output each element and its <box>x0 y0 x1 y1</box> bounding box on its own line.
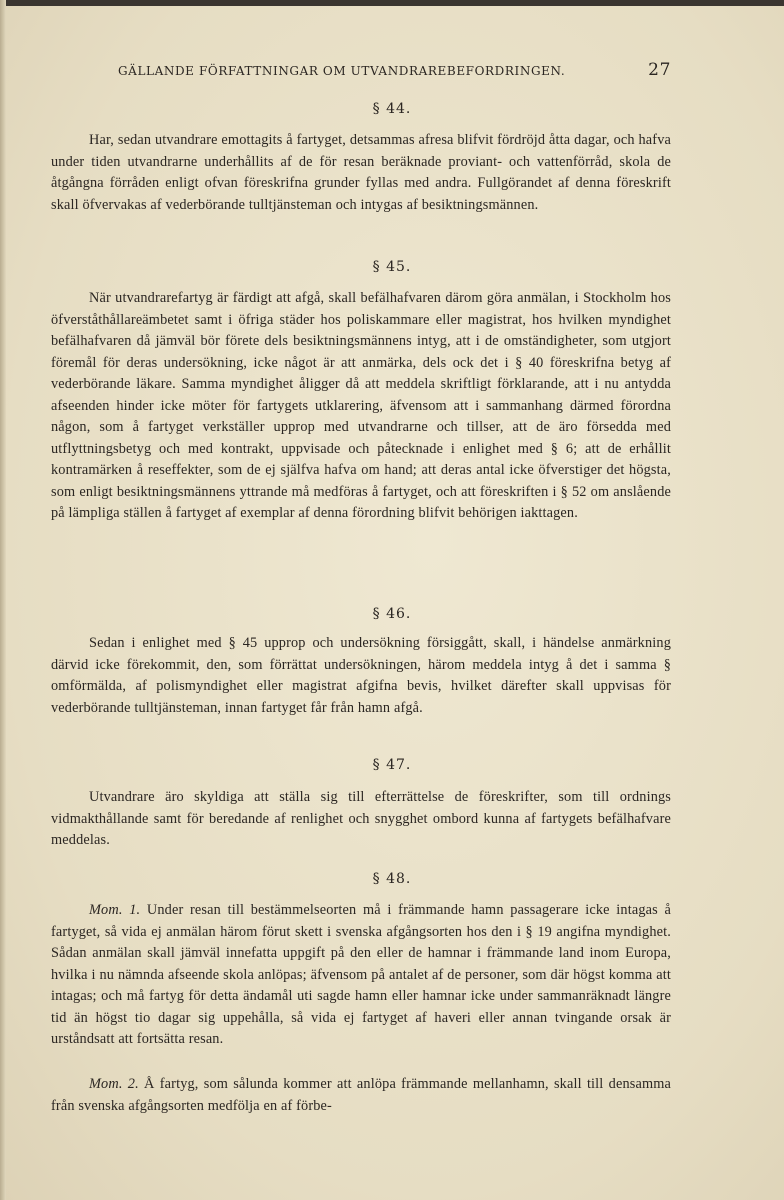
paragraph-48-mom-2 <box>51 1074 671 1117</box>
section-heading-45: § 45. <box>372 259 412 275</box>
mom-1-label: Mom. 1. <box>89 902 141 918</box>
mom-2-text: Å fartyg, som sålunda kommer att anlöpa främmande mellanhamn, skall till densamma från svenska afgångsorten medfölja en af förbe- <box>51 1076 671 1114</box>
paragraph-45: När utvandrarefartyg är färdigt att afgå, skall befälhafvaren därom göra anmälan, i Stockholm hos öfverståthållareämbetet samt i öfriga städer hos poliskammare eller magistrat, hos hvilken myndighet befälhafvaren då jämväl bör förete dels besiktningsmännens intyg, att i de omständigheter, som utgjort föremål för deras undersökning, icke något är att anmärka, dels ock det i § 40 föreskrifna betyg af vederbörande läkare. Samma myndighet åligger då att meddela skriftligt förklarande, att i nu antydda afseenden hinder icke möter för fartygets utklarering, äfvensom att i sammanhang därmed förordna någon, som å fartyget verkställer upprop med utvandrarne och tillser, att de äro försedda med utflyttningsbetyg och med kontrakt, uppvisade och påtecknade i enlighet med § 6; att de erhållit kontramärken å reseffekter, som de ej själfva hafva om hand; att deras antal icke öfverstiger det högsta, som enligt besiktningsmännens yttrande må medföras å fartyget, och att föreskriften i § 52 om anslående på lämpliga ställen å fartyget af exemplar af denna förordning blifvit behörigen iakttagen. <box>51 290 671 521</box>
paragraph-47: Utvandrare äro skyldiga att ställa sig till efterrättelse de föreskrifter, som till ordnings vidmakthållande samt för beredande af renlighet och snygghet ombord kunna af fartygets befälhafvare meddelas. <box>51 789 671 848</box>
section-heading-46: § 46. <box>372 606 412 622</box>
scan-top-edge <box>0 0 784 6</box>
page-number: 27 <box>648 60 671 80</box>
section-heading-47: § 47. <box>372 757 412 773</box>
paragraph-44: Har, sedan utvandrare emottagits å fartyget, detsammas afresa blifvit fördröjd åtta dagar, och hafva under tiden utvandrarne underhållits af de för resan beräknade proviant- och vattenförråd, skola de åtgångna förråden enligt ofvan föreskrifna grunder fyllas med andra. Fullgörandet af denna föreskrift skall öfvervakas af vederbörande tulltjänsteman och intygas af besiktningsmännen. <box>51 132 671 213</box>
page-header <box>118 60 673 82</box>
section-heading-44: § 44. <box>372 101 412 117</box>
paragraph-46: Sedan i enlighet med § 45 upprop och undersökning försiggått, skall, i händelse anmärkning därvid icke förekommit, den, som förrättat undersökningen, härom meddela intyg å det i samma § omförmälda, af polismyndighet eller magistrat afgifna bevis, hvilket därefter skall uppvisas för vederbörande tulltjänsteman, innan fartyget får från hamn afgå. <box>51 635 671 716</box>
scan-binding-edge <box>0 0 6 1200</box>
paragraph-48-mom-1 <box>51 900 671 1051</box>
section-heading-48: § 48. <box>372 871 412 887</box>
running-title: GÄLLANDE FÖRFATTNINGAR OM UTVANDRAREBEFORDRINGEN. <box>118 64 566 78</box>
mom-1-text: Under resan till bestämmelseorten må i främmande hamn passagerare icke intagas å fartyget, så vida ej anmälan härom förut skett i svenska afgångsorten hos den i § 19 angifna myndighet. Sådan anmälan skall jämväl innefatta uppgift på den eller de hamnar i främmande land inom Europa, hvilka i nu nämnda afseende skola anlöpas; äfvensom på antalet af de personer, som där högst komma att intagas; och må fartyg för detta ändamål uti sagde hamn eller hamnar icke under sammanräknadt längre tid än högst tio dagar sig uppehålla, så vida ej fartyget af haveri eller annan tvingande orsak är urståndsatt att fortsätta resan. <box>51 902 671 1047</box>
mom-2-label: Mom. 2. <box>89 1076 139 1092</box>
